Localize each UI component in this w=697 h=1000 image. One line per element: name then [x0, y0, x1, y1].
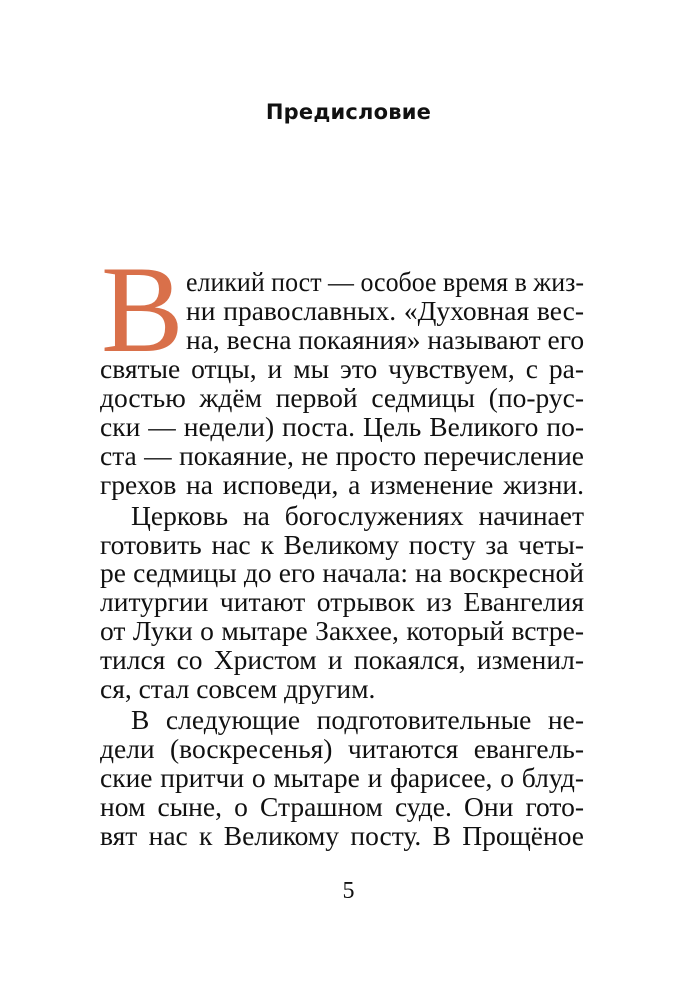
text-line: ские притчи о мытаре и фарисее, о блуд-	[100, 762, 584, 794]
text-line: В следующие подготовительные не-	[131, 704, 584, 736]
text-line: на, весна покаяния» называют его	[186, 323, 585, 355]
text-line: еликий пост — особое время в жиз-	[186, 266, 584, 297]
text-line: достью ждём первой седмицы (по-рус-	[100, 381, 584, 413]
text-line: от Луки о мытаре Закхее, который встре-	[100, 615, 584, 647]
text-line: тился со Христом и покаялся, изменил-	[100, 644, 584, 676]
text-line: вят нас к Великому посту. В Прощёное	[100, 820, 584, 851]
text-line: ся, стал совсем другим.	[100, 673, 376, 705]
text-line: готовить нас к Великому посту за четы-	[100, 528, 584, 560]
text-line: литургии читают отрывок из Евангелия	[100, 586, 584, 618]
text-line: ски — недели) поста. Цель Великого по-	[100, 410, 584, 442]
drop-cap-letter: В	[101, 241, 184, 378]
chapter-heading: Предисловие	[265, 100, 432, 124]
page-number: 5	[342, 878, 355, 904]
text-line: ни православных. «Духовная вес-	[186, 294, 584, 326]
text-line: ста — покаяние, не просто перечисление	[100, 439, 584, 471]
text-line: святые отцы, и мы это чувствуем, с ра-	[100, 352, 584, 384]
text-line: ре седмицы до его начала: на воскресной	[100, 557, 584, 589]
text-line: Церковь на богослужениях начинает	[131, 499, 584, 531]
text-line: грехов на исповеди, а изменение жизни.	[100, 468, 584, 500]
text-line: дели (воскресенья) читаются евангель-	[100, 733, 584, 765]
text-line: ном сыне, о Страшном суде. Они гото-	[100, 791, 584, 823]
